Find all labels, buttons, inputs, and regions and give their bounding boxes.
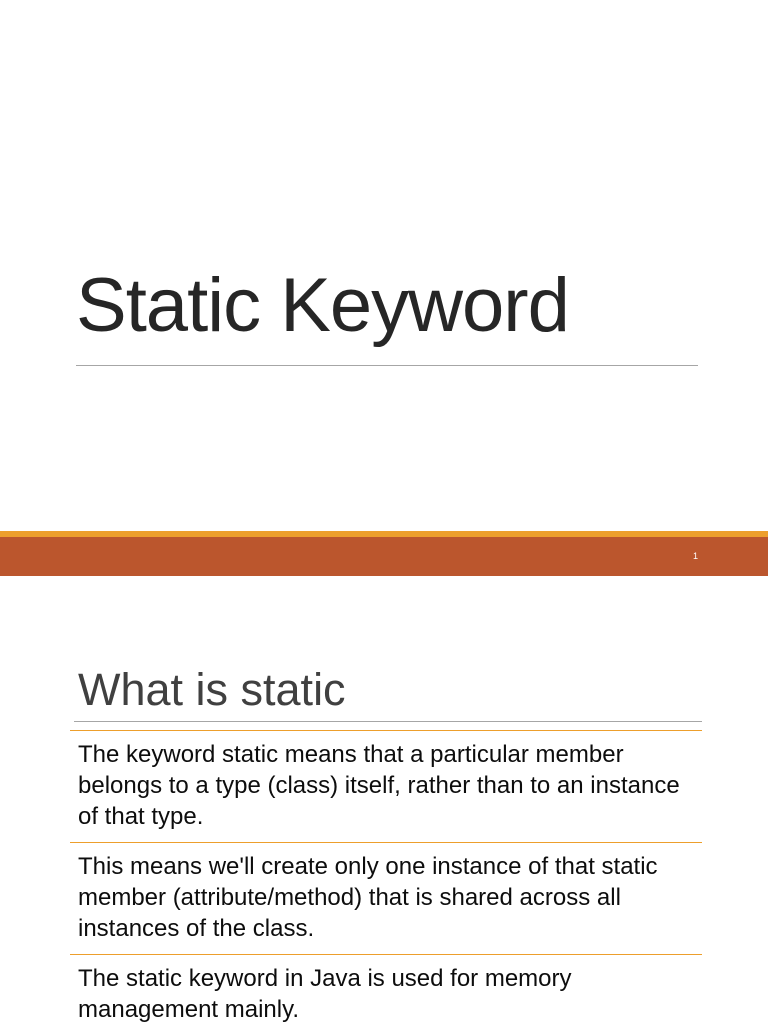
bullet-item: This means we'll create only one instance of that static member (attribute/method) that is shared across all instances of the class.: [70, 842, 702, 954]
title-divider: [74, 721, 702, 722]
slide-title: Static Keyword: [76, 263, 569, 348]
title-divider: [76, 365, 698, 366]
bullet-item: The keyword static means that a particular member belongs to a type (class) itself, rather than to an instance of that type.: [70, 730, 702, 842]
footer-bar: [0, 537, 768, 576]
bullet-item: The static keyword in Java is used for memory management mainly.: [70, 954, 702, 1024]
slide-title: What is static: [78, 664, 346, 715]
bullet-list: [70, 730, 702, 1024]
slide-number: 1: [692, 551, 698, 561]
content-slide: [0, 576, 768, 1024]
